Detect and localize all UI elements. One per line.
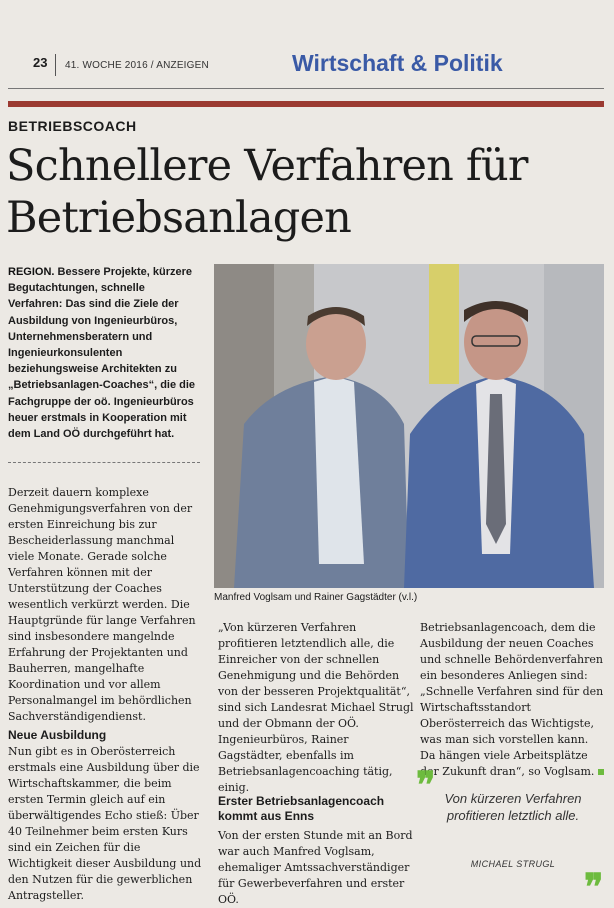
intro-text: Bessere Projekte, kürzere Begutachtungen, schnelle Verfahren: Das sind die Ziele der Ausbildung von Ingenieurbüros, Unternehmensberatern und Ingenieurkonsulenten beziehungsweise Architekten zu „Betriebsanlagen-Coaches“, die die Fachgruppe der oö. Ingenieurbüros heuer erstmals in Kooperation mit dem Land OÖ durchgeführt hat. xyxy=(8,266,196,441)
quote-close-icon: ❞ xyxy=(584,867,604,907)
quote-open-icon: ❞ xyxy=(416,765,436,805)
header-divider xyxy=(55,54,56,76)
article-headline xyxy=(6,140,528,244)
photo-caption: Manfred Voglsam und Rainer Gagstädter (v.l.) xyxy=(214,592,418,603)
pull-quote-author: MICHAEL STRUGL xyxy=(470,859,556,869)
body-paragraph-5 xyxy=(420,620,606,780)
section-title: Wirtschaft & Politik xyxy=(292,50,503,76)
article-intro xyxy=(8,264,202,442)
pull-quote-text: Von kürzeren Verfahren profitieren letztlich alle. xyxy=(444,791,582,823)
subheading-erster-coach: Erster Betriebsanlagencoach kommt aus Enns xyxy=(218,794,385,823)
body-paragraph-3: „Von kürzeren Verfahren profitieren letztendlich alle, die Einreicher von der schnellen Genehmigung und die Behörden von der besseren Projektqualität“, sind sich Landesrat Michael Strugl und der Obmann der OÖ. Ingenieurbüros, Rainer Gagstädter, ebenfalls im Betriebsanlagencoaching tätig, einig. xyxy=(218,621,414,794)
article-kicker: BETRIEBSCOACH xyxy=(8,118,137,134)
article-photo xyxy=(214,264,604,588)
end-of-article-mark xyxy=(598,769,604,775)
headline-line-2: Betriebsanlagen xyxy=(6,193,352,243)
intro-separator xyxy=(8,462,200,463)
body-paragraph-5-text: Betriebsanlagencoach, dem die Ausbildung der neuen Coaches und schnelle Behördenverfahren ein besonderes Anliegen sind: „Schnelle Verfahren sind für den Wirtschaftsstandort Oberösterreich das Wichtigste, was man sich vorstellen kann. Da hängen viele Arbeitsplätze der Zukunft dran“, so Voglsam. xyxy=(420,621,604,778)
header-rule xyxy=(8,88,604,89)
page-number: 23 xyxy=(33,55,48,70)
body-paragraph-4: Von der ersten Stunde mit an Bord war auch Manfred Voglsam, ehemaliger Amtssachverständiger für Gewerbeverfahren und erster OÖ. xyxy=(218,829,413,906)
issue-week: 41. WOCHE 2016 / ANZEIGEN xyxy=(65,60,209,71)
section-rule xyxy=(8,101,604,107)
body-paragraph-1: Derzeit dauern komplexe Genehmigungsverfahren von der ersten Einreichung bis zur Bescheiderlassung manchmal viele Monate. Gerade solche Verfahren können mit der Unterstützung der Coaches wesentlich verkürzt werden. Die Hauptgründe für lange Verfahren sind insbesondere mangelnde Erfahrung der Projektanten und Bauherren, mangelhafte Koordination und vor allem Personalmangel im behördlichen Sachverständigendienst. xyxy=(8,486,196,723)
body-paragraph-2: Nun gibt es in Oberösterreich erstmals eine Ausbildung über die Wirtschaftskammer, die beim ersten Termin gleich auf ein überwältigendes Echo stieß: Über 40 Teilnehmer beim ersten Kurs sind ein Zeichen für die Wichtigkeit dieser Ausbildung und den Nutzen für die gewerblichen Antragsteller. xyxy=(8,745,202,902)
subheading-neue-ausbildung: Neue Ausbildung xyxy=(8,728,107,742)
headline-line-1: Schnellere Verfahren für xyxy=(6,141,528,191)
intro-lead: REGION. xyxy=(8,266,55,278)
